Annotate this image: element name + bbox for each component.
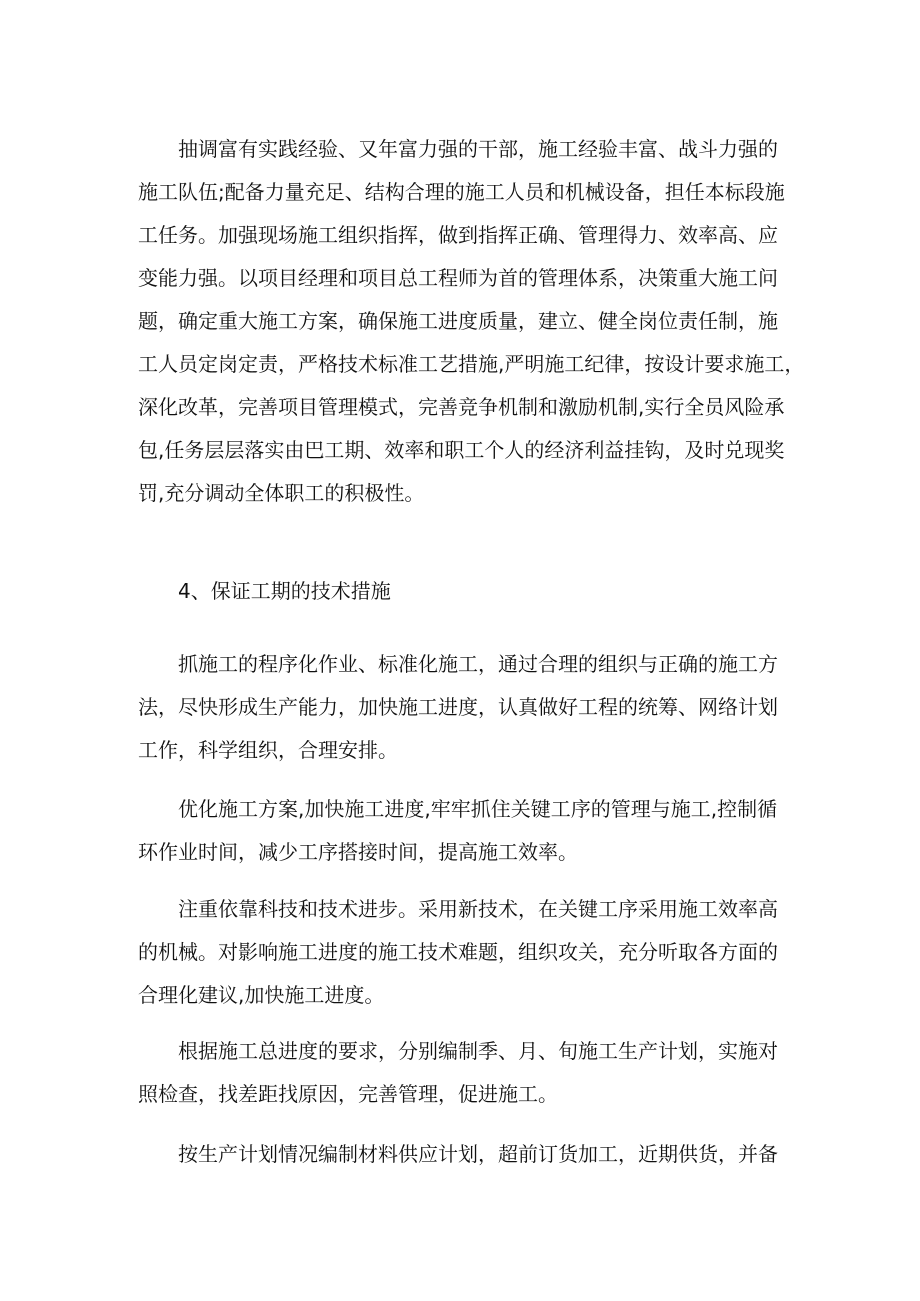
- paragraph-line: 的机械。对影响施工进度的施工技术难题，组织攻关，充分听取各方面的: [138, 940, 778, 964]
- paragraph-line: 按生产计划情况编制材料供应计划，超前订货加工，近期供货，并备: [178, 1142, 778, 1166]
- paragraph-line: 题，确定重大施工方案，确保施工进度质量，建立、健全岗位责任制，施: [138, 309, 778, 333]
- section-heading: 4、保证工期的技术措施: [178, 579, 391, 603]
- paragraph-line: 抽调富有实践经验、又年富力强的干部，施工经验丰富、战斗力强的: [178, 137, 778, 161]
- paragraph-line: 抓施工的程序化作业、标准化施工，通过合理的组织与正确的施工方: [178, 652, 778, 676]
- paragraph-line: 法，尽快形成生产能力，加快施工进度，认真做好工程的统筹、网络计划: [138, 695, 778, 719]
- paragraph-line: 注重依靠科技和技术进步。采用新技术，在关键工序采用施工效率高: [178, 897, 778, 921]
- paragraph-line: 工任务。加强现场施工组织指挥，做到指挥正确、管理得力、效率高、应: [138, 223, 778, 247]
- paragraph-line: 合理化建议,加快施工进度。: [138, 983, 385, 1007]
- paragraph-line: 深化改革，完善项目管理模式，完善竞争机制和激励机制,实行全员风险承: [138, 395, 785, 419]
- paragraph-production-plan: [138, 1030, 798, 1116]
- paragraph-staffing: [138, 128, 805, 515]
- paragraph-line: 工人员定岗定责，严格技术标准工艺措施,严明施工纪律，按设计要求施工，: [138, 352, 805, 376]
- paragraph-line: 变能力强。以项目经理和项目总工程师为首的管理体系，决策重大施工问: [138, 266, 778, 290]
- paragraph-line: 环作业时间，减少工序搭接时间，提高施工效率。: [138, 840, 578, 864]
- paragraph-standardization: [138, 643, 798, 772]
- paragraph-line: 优化施工方案,加快施工进度,牢牢抓住关键工序的管理与施工,控制循: [178, 797, 778, 821]
- paragraph-line: 罚,充分调动全体职工的积极性。: [138, 481, 425, 505]
- paragraph-line: 照检查，找差距找原因，完善管理，促进施工。: [138, 1082, 558, 1106]
- paragraph-line: 工作，科学组织，合理安排。: [138, 738, 398, 762]
- paragraph-line: 根据施工总进度的要求，分别编制季、月、旬施工生产计划，实施对: [178, 1039, 778, 1063]
- paragraph-materials: [138, 1133, 798, 1176]
- paragraph-line: 施工队伍;配备力量充足、结构合理的施工人员和机械设备，担任本标段施: [138, 180, 785, 204]
- paragraph-technology: [138, 888, 798, 1017]
- paragraph-optimize-plan: [138, 788, 798, 874]
- paragraph-line: 包,任务层层落实由巴工期、效率和职工个人的经济利益挂钩，及时兑现奖: [138, 438, 785, 462]
